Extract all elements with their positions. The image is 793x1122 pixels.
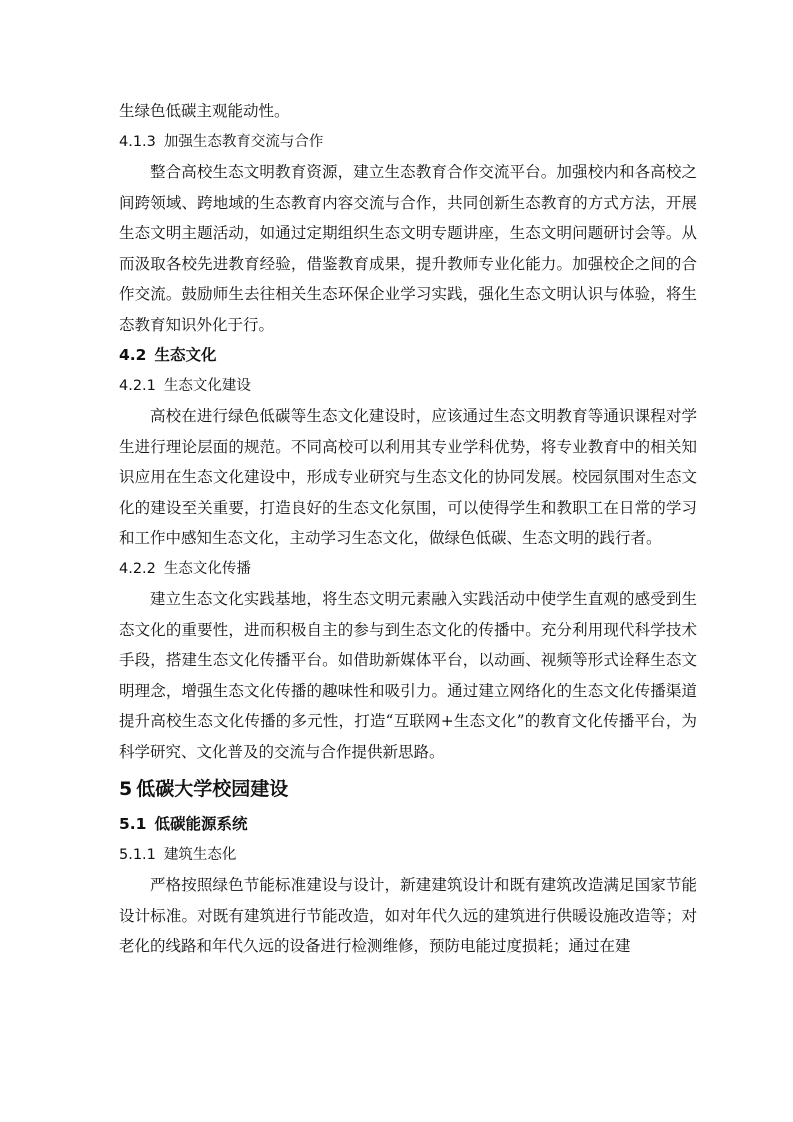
heading-5-1-1	[119, 840, 697, 871]
section-title: 低碳能源系统	[154, 815, 248, 833]
section-title: 生态文化传播	[163, 560, 251, 577]
section-number: 5.1	[119, 815, 147, 833]
heading-5	[119, 769, 697, 809]
heading-4-2-2	[119, 554, 697, 585]
section-number: 5	[119, 778, 133, 800]
heading-4-2-1	[119, 371, 697, 402]
section-title: 低碳大学校园建设	[136, 778, 289, 800]
section-number: 4.2.2	[119, 560, 156, 577]
section-number: 4.2.1	[119, 377, 156, 394]
section-title: 生态文化	[154, 346, 217, 364]
heading-4-1-3	[119, 127, 697, 158]
paragraph-4-2-1: 高校在进行绿色低碳等生态文化建设时，应该通过生态文明教育等通识课程对学生进行理论层面的规范。不同高校可以利用其专业学科优势，将专业教育中的相关知识应用在生态文化建设中，形成专业研究与生态文化的协同发展。校园氛围对生态文化的建设至关重要，打造良好的生态文化氛围，可以使得学生和教职工在日常的学习和工作中感知生态文化，主动学习生态文化，做绿色低碳、生态文明的践行者。	[119, 407, 697, 547]
heading-4-2	[119, 340, 697, 371]
section-title: 建筑生态化	[163, 846, 237, 863]
section-number: 4.1.3	[119, 133, 156, 150]
section-title: 加强生态教育交流与合作	[163, 133, 324, 150]
heading-5-1	[119, 809, 697, 840]
paragraph-continuation: 生绿色低碳主观能动性。	[119, 102, 290, 120]
paragraph-4-1-3: 整合高校生态文明教育资源，建立生态教育合作交流平台。加强校内和各高校之间跨领域、跨地域的生态教育内容交流与合作，共同创新生态教育的方式方法，开展生态文明主题活动，如通过定期组织生态文明专题讲座，生态文明问题研讨会等。从而汲取各校先进教育经验，借鉴教育成果，提升教师专业化能力。加强校企之间的合作交流。鼓励师生去往相关生态环保企业学习实践，强化生态文明认识与体验，将生态教育知识外化于行。	[119, 163, 697, 334]
document-page	[119, 96, 697, 962]
section-number: 4.2	[119, 346, 147, 364]
section-number: 5.1.1	[119, 846, 156, 863]
paragraph-4-2-2: 建立生态文化实践基地，将生态文明元素融入实践活动中使学生直观的感受到生态文化的重要性，进而积极自主的参与到生态文化的传播中。充分利用现代科学技术手段，搭建生态文化传播平台。如借助新媒体平台，以动画、视频等形式诠释生态文明理念，增强生态文化传播的趣味性和吸引力。通过建立网络化的生态文化传播渠道提升高校生态文化传播的多元性，打造“互联网+生态文化”的教育文化传播平台，为科学研究、文化普及的交流与合作提供新思路。	[119, 590, 697, 761]
paragraph-5-1-1: 严格按照绿色节能标准建设与设计，新建建筑设计和既有建筑改造满足国家节能设计标准。对既有建筑进行节能改造，如对年代久远的建筑进行供暖设施改造等；对老化的线路和年代久远的设备进行检测维修，预防电能过度损耗；通过在建	[119, 876, 697, 955]
section-title: 生态文化建设	[163, 377, 251, 394]
